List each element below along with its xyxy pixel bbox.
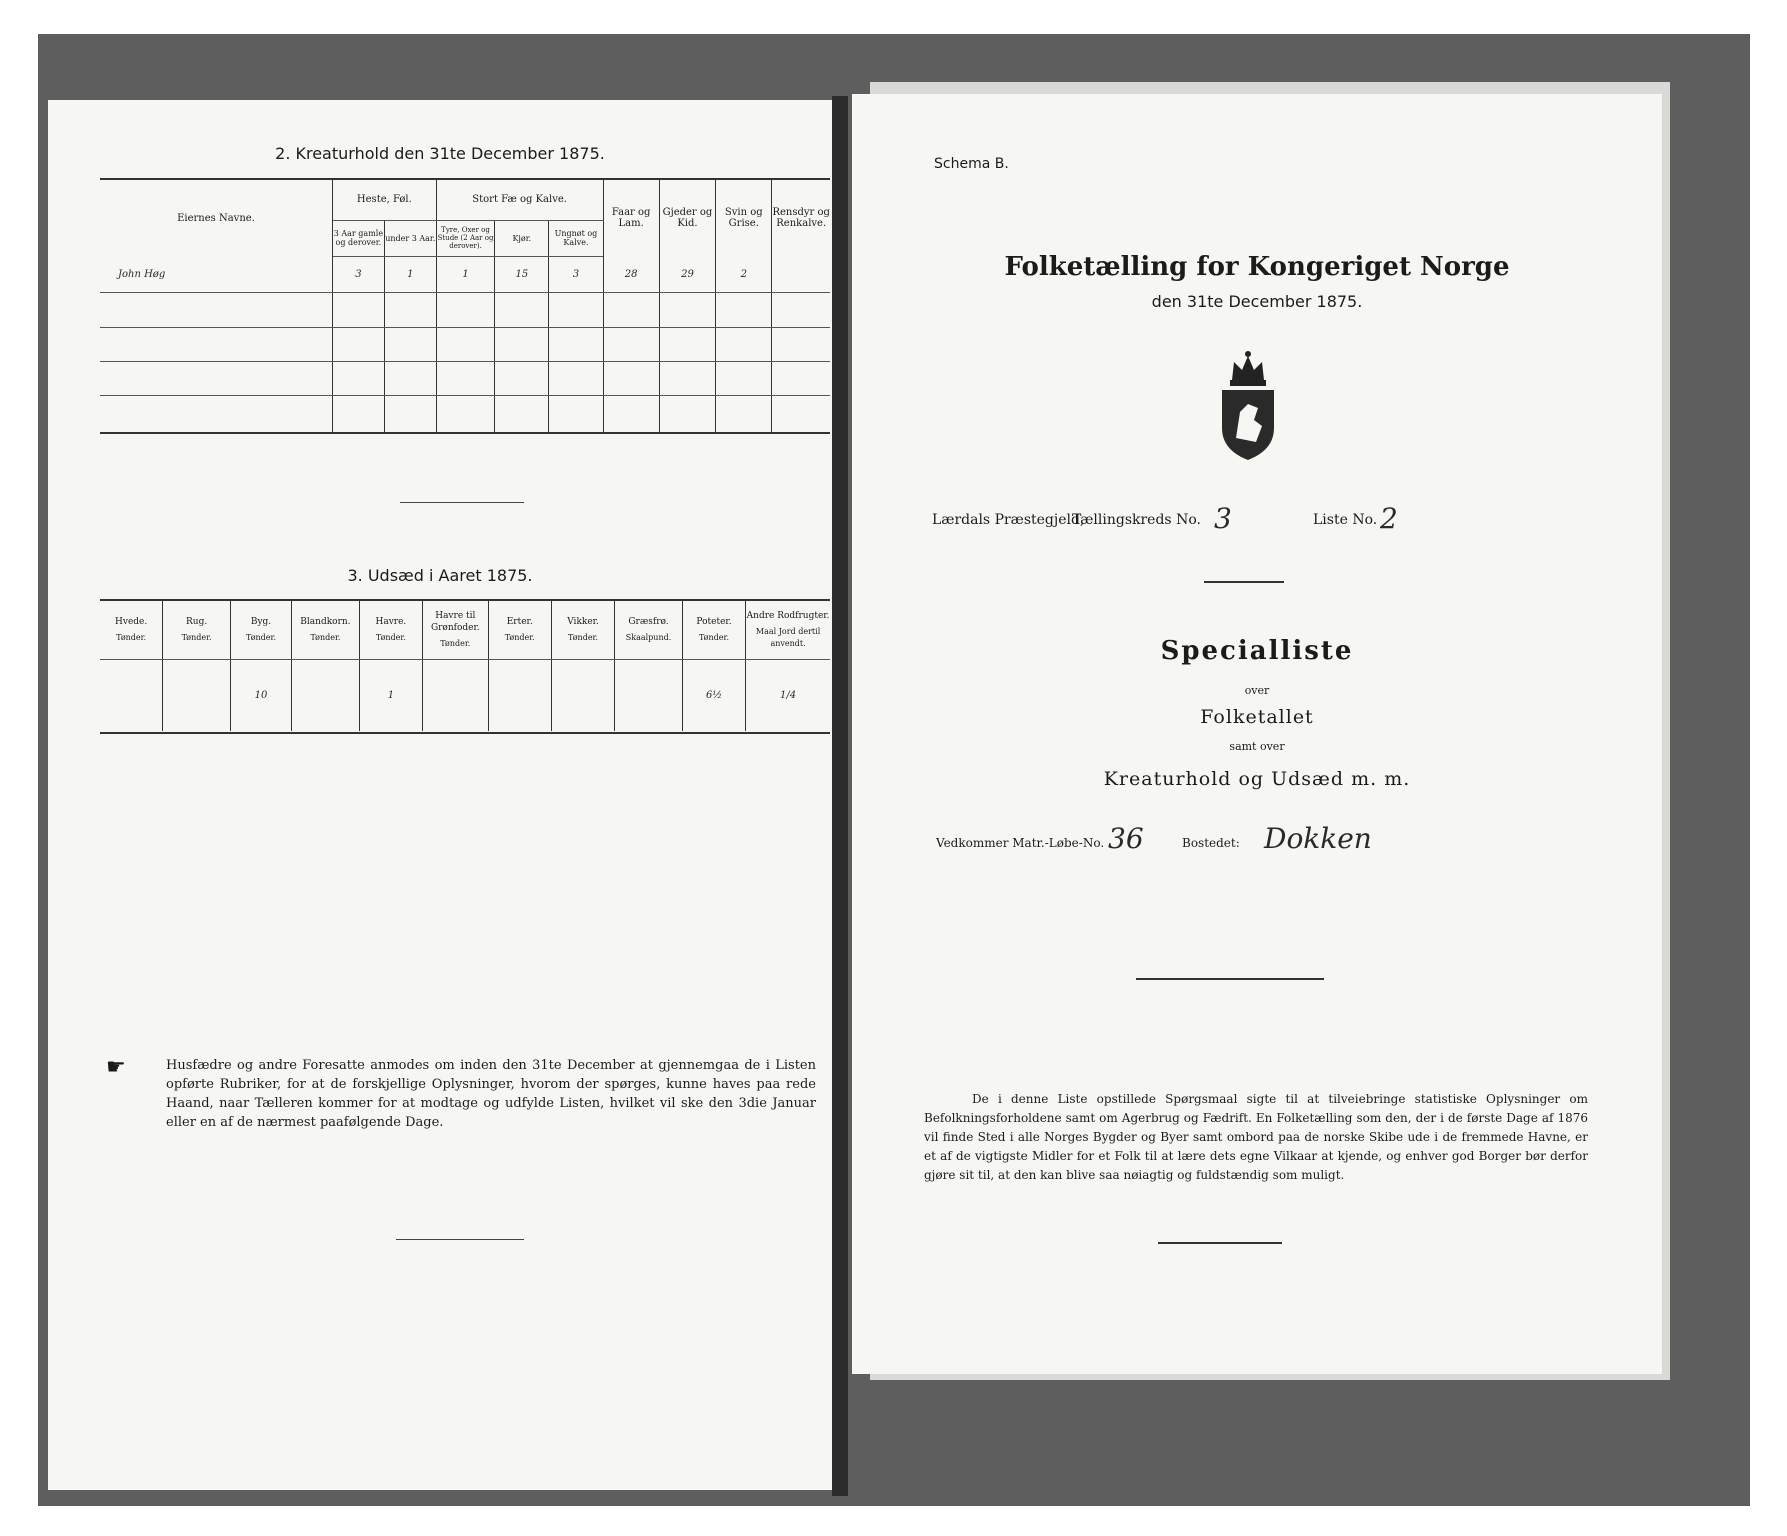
seed-header-2	[230, 601, 291, 660]
seed-header-0	[100, 601, 163, 660]
seed-header-label: Blandkorn.	[300, 617, 351, 628]
seed-header-3	[292, 601, 360, 660]
seed-header-label: Græsfrø.	[628, 617, 669, 628]
seed-value-6	[488, 660, 551, 731]
section3-title: 3. Udsæd i Aaret 1875.	[347, 566, 533, 585]
livestock-table	[100, 180, 830, 432]
prestegjeld-label: Lærdals Præstegjeld,	[932, 512, 1085, 528]
book-spine	[832, 96, 848, 1496]
col-horses-young: under 3 Aar.	[384, 220, 436, 256]
bosted-label: Bostedet:	[1182, 836, 1240, 850]
seed-unit-label: Tønder.	[568, 633, 599, 643]
census-date: den 31te December 1875.	[1151, 292, 1363, 311]
seed-value-4: 1	[359, 660, 422, 731]
seed-header-9	[682, 601, 745, 660]
seed-header-1	[163, 601, 231, 660]
seed-unit-label: Skaalpund.	[625, 633, 672, 643]
seed-header-label: Havre.	[375, 617, 407, 628]
seed-unit-label: Tønder.	[310, 633, 341, 643]
seed-unit-label: Tønder.	[504, 633, 535, 643]
cell-bulls: 1	[436, 257, 495, 293]
seed-header-7	[551, 601, 614, 660]
owner-name: John Høg	[100, 257, 332, 293]
seed-value-0	[100, 660, 163, 731]
col-sheep: Faar og Lam.	[603, 180, 659, 257]
right-page	[852, 94, 1662, 1374]
seed-value-10: 1/4	[746, 660, 830, 731]
coat-of-arms-icon	[1212, 350, 1284, 462]
kreds-label: Tællingskreds No.	[1072, 512, 1201, 528]
seed-header-label: Erter.	[506, 617, 533, 628]
matr-value: 36	[1108, 822, 1144, 855]
cell-reindeer	[772, 257, 830, 293]
seed-header-label: Rug.	[186, 617, 208, 628]
liste-value: 2	[1380, 502, 1398, 535]
schema-label: Schema B.	[934, 156, 1009, 172]
seed-header-5	[423, 601, 488, 660]
seed-header-10	[746, 601, 830, 660]
col-cows: Kjør.	[495, 220, 549, 256]
cell-sheep: 28	[603, 257, 659, 293]
left-page	[48, 100, 832, 1490]
census-title: Folketælling for Kongeriget Norge	[1004, 252, 1510, 282]
over-label: over	[1244, 684, 1270, 697]
samt-over-label: samt over	[1229, 740, 1285, 753]
col-reindeer: Rensdyr og Renkalve.	[772, 180, 830, 257]
seed-header-label: Havre til Grønfoder.	[430, 611, 480, 634]
col-horses-old: 3 Aar gamle og derover.	[332, 220, 384, 256]
seed-header-label: Hvede.	[115, 617, 148, 628]
seed-header-label: Vikker.	[567, 617, 599, 628]
seed-header-8	[615, 601, 683, 660]
section2-title: 2. Kreaturhold den 31te December 1875.	[275, 144, 605, 163]
seed-value-1	[163, 660, 231, 731]
kreds-value: 3	[1214, 502, 1232, 535]
col-horses: Heste, Føl.	[332, 180, 436, 220]
cell-pigs: 2	[716, 257, 772, 293]
seed-unit-label: Tønder.	[375, 633, 406, 643]
seed-unit-label: Tønder.	[698, 633, 729, 643]
seed-value-9: 6½	[682, 660, 745, 731]
bosted-value: Dokken	[1264, 822, 1372, 855]
cell-goats: 29	[659, 257, 715, 293]
col-pigs: Svin og Grise.	[716, 180, 772, 257]
seed-table	[100, 601, 830, 731]
right-notice: De i denne Liste opstillede Spørgsmaal sigte til at tilveiebringe statistiske Oplysninger om Befolkningsforholdene samt om Agerbrug og Fædrift. En Folketælling som den, der i de første Dage af 1876 vil finde Sted i alle Norges Bygder og Byer samt ombord paa de norske Skibe ude i de fremmede Havne, er et af de vigtigste Midler for et Folk til at lære dets egne Vilkaar at kjende, og enhver god Borger bør derfor gjøre sit til, at den kan blive saa nøiagtig og fuldstændig som muligt.	[924, 1092, 1588, 1182]
seed-value-2: 10	[230, 660, 291, 731]
seed-unit-label: Tønder.	[181, 633, 212, 643]
special-title: Specialliste	[1160, 636, 1354, 666]
cell-cows: 15	[495, 257, 549, 293]
seed-header-label: Andre Rodfrugter.	[746, 611, 830, 622]
livestock-row	[100, 257, 830, 293]
seed-value-7	[551, 660, 614, 731]
seed-header-label: Byg.	[250, 617, 272, 628]
col-calves: Ungnøt og Kalve.	[549, 220, 603, 256]
seed-header-4	[359, 601, 422, 660]
seed-header-6	[488, 601, 551, 660]
seed-value-5	[423, 660, 488, 731]
col-owner: Eiernes Navne.	[100, 180, 332, 257]
seed-unit-label: Tønder.	[440, 639, 471, 649]
cell-calves: 3	[549, 257, 603, 293]
seed-header-label: Poteter.	[696, 617, 732, 628]
seed-value-8	[615, 660, 683, 731]
pointing-hand-icon: ☛	[106, 1055, 126, 1080]
seed-unit-label: Tønder.	[116, 633, 147, 643]
matr-label: Vedkommer Matr.-Løbe-No.	[936, 836, 1105, 850]
cell-horses-young: 1	[384, 257, 436, 293]
seed-value-3	[292, 660, 360, 731]
left-notice: Husfædre og andre Foresatte anmodes om inden den 31te December at gjennemgaa de i Listen opførte Rubriker, for at de forskjellige Oplysninger, hvorom der spørges, kunne haves paa rede Haand, naar Tælleren kommer for at modtage og udfylde Listen, hvilket vil ske den 3die Januar eller en af de nærmest paafølgende Dage.	[166, 1058, 816, 1130]
col-bulls: Tyre, Oxer og Stude (2 Aar og derover).	[436, 220, 495, 256]
folketallet-label: Folketallet	[1200, 706, 1314, 728]
cell-horses-old: 3	[332, 257, 384, 293]
col-cattle: Stort Fæ og Kalve.	[436, 180, 603, 220]
kreatur-label: Kreaturhold og Udsæd m. m.	[1103, 768, 1411, 790]
liste-label: Liste No.	[1313, 512, 1378, 528]
col-goats: Gjeder og Kid.	[659, 180, 715, 257]
seed-unit-label: Maal Jord dertil anvendt.	[755, 627, 821, 649]
seed-unit-label: Tønder.	[246, 633, 277, 643]
